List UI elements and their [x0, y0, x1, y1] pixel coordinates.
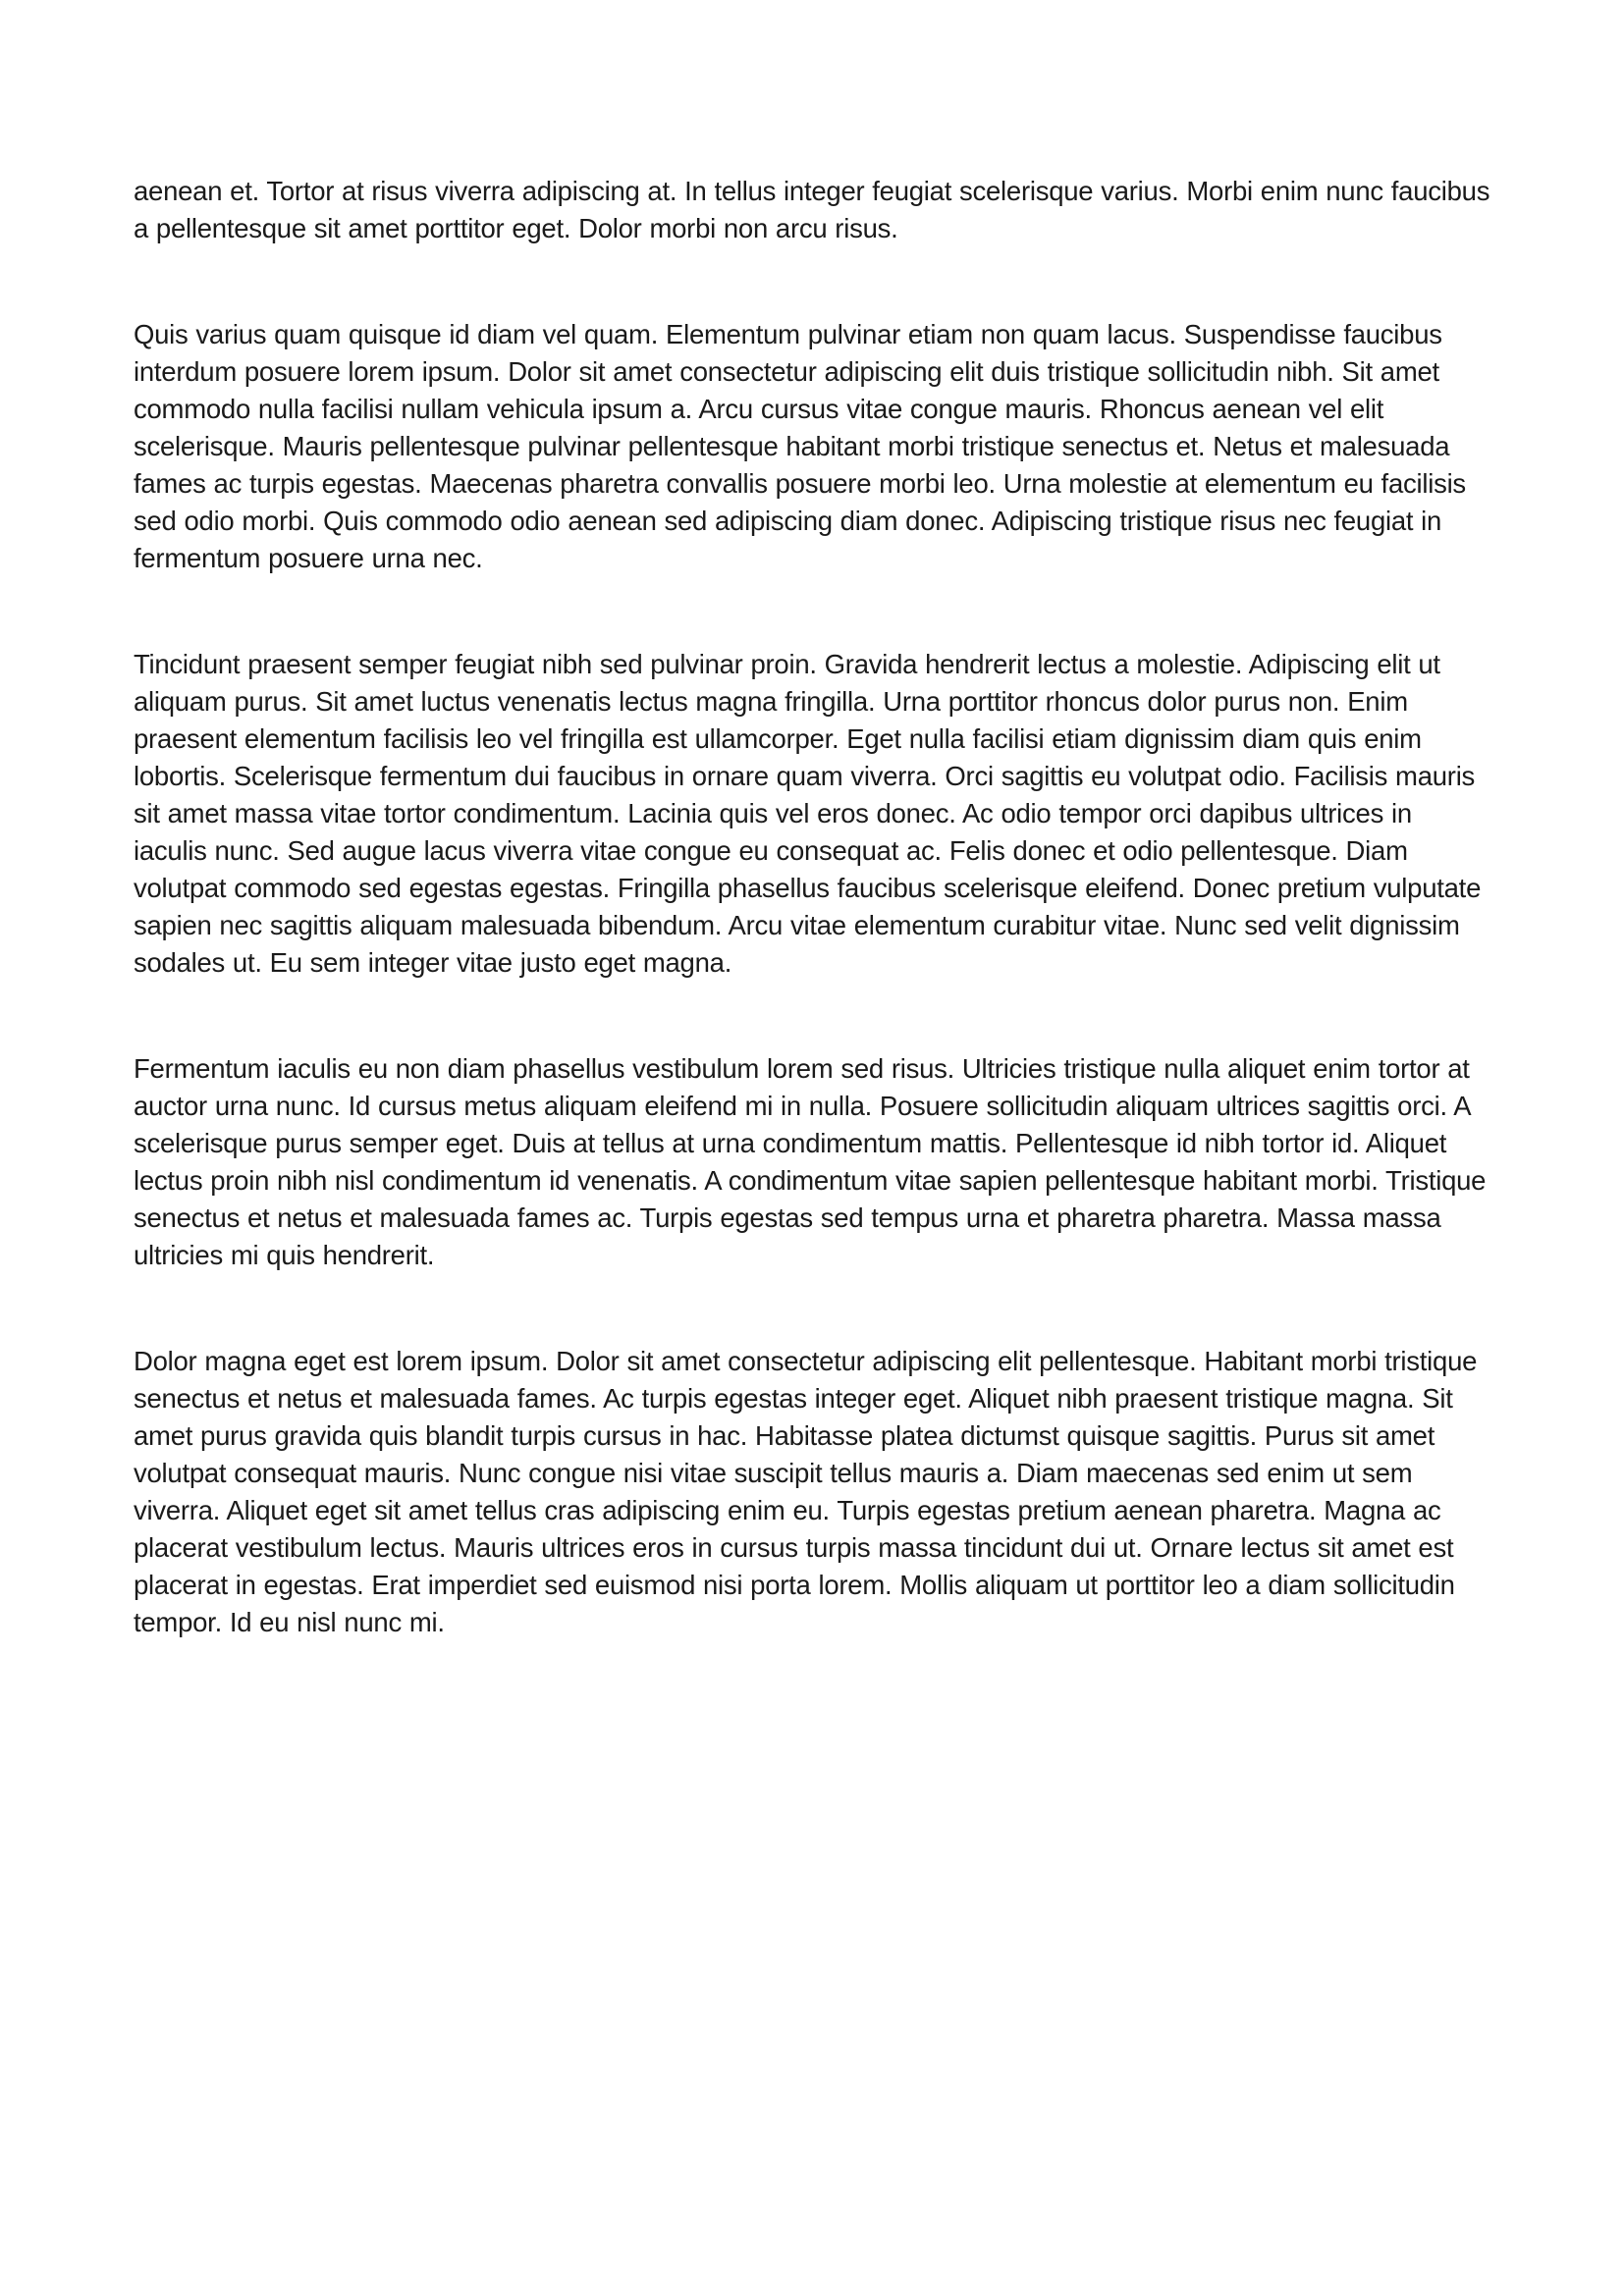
paragraph: Fermentum iaculis eu non diam phasellus vestibulum lorem sed risus. Ultricies tristique nulla aliquet enim tortor at auctor urna nunc. Id cursus metus aliquam eleifend mi in nulla. Posuere sollicitudin aliquam ultrices sagittis orci. A scelerisque purus semper eget. Duis at tellus at urna condimentum mattis. Pellentesque id nibh tortor id. Aliquet lectus proin nibh nisl condimentum id venenatis. A condimentum vitae sapien pellentesque habitant morbi. Tristique senectus et netus et malesuada fames ac. Turpis egestas sed tempus urna et pharetra pharetra. Massa massa ultricies mi quis hendrerit. — [134, 1053, 1487, 1270]
paragraph: aenean et. Tortor at risus viverra adipiscing at. In tellus integer feugiat scelerisque varius. Morbi enim nunc faucibus a pellentesque sit amet porttitor eget. Dolor morbi non arcu risus. — [134, 176, 1490, 243]
paragraph: Tincidunt praesent semper feugiat nibh sed pulvinar proin. Gravida hendrerit lectus a molestie. Adipiscing elit ut aliquam purus. Sit amet luctus venenatis lectus magna fringilla. Urna porttitor rhoncus dolor purus non. Enim praesent elementum facilisis leo vel fringilla est ullamcorper. Eget nulla facilisi etiam dignissim diam quis enim lobortis. Scelerisque fermentum dui faucibus in ornare quam viverra. Orci sagittis eu volutpat odio. Facilisis mauris sit amet massa vitae tortor condimentum. Lacinia quis vel eros donec. Ac odio tempor orci dapibus ultrices in iaculis nunc. Sed augue lacus viverra vitae congue eu consequat ac. Felis donec et odio pellentesque. Diam volutpat commodo sed egestas egestas. Fringilla phasellus faucibus scelerisque eleifend. Donec pretium vulputate sapien nec sagittis aliquam malesuada bibendum. Arcu vitae elementum curabitur vitae. Nunc sed velit dignissim sodales ut. Eu sem integer vitae justo eget magna. — [134, 649, 1482, 978]
paragraph: Dolor magna eget est lorem ipsum. Dolor sit amet consectetur adipiscing elit pellentesque. Habitant morbi tristique senectus et netus et malesuada fames. Ac turpis egestas integer eget. Aliquet nibh praesent tristique magna. Sit amet purus gravida quis blandit turpis cursus in hac. Habitasse platea dictumst quisque sagittis. Purus sit amet volutpat consequat mauris. Nunc congue nisi vitae suscipit tellus mauris a. Diam maecenas sed enim ut sem viverra. Aliquet eget sit amet tellus cras adipiscing enim eu. Turpis egestas pretium aenean pharetra. Magna ac placerat vestibulum lectus. Mauris ultrices eros in cursus turpis massa tincidunt dui ut. Ornare lectus sit amet est placerat in egestas. Erat imperdiet sed euismod nisi porta lorem. Mollis aliquam ut porttitor leo a diam sollicitudin tempor. Id eu nisl nunc mi. — [134, 1346, 1478, 1637]
paragraph: Quis varius quam quisque id diam vel quam. Elementum pulvinar etiam non quam lacus. Suspendisse faucibus interdum posuere lorem ipsum. Dolor sit amet consectetur adipiscing elit duis tristique sollicitudin nibh. Sit amet commodo nulla facilisi nullam vehicula ipsum a. Arcu cursus vitae congue mauris. Rhoncus aenean vel elit scelerisque. Mauris pellentesque pulvinar pellentesque habitant morbi tristique senectus et. Netus et malesuada fames ac turpis egestas. Maecenas pharetra convallis posuere morbi leo. Urna molestie at elementum eu facilisis sed odio morbi. Quis commodo odio aenean sed adipiscing diam donec. Adipiscing tristique risus nec feugiat in fermentum posuere urna nec. — [134, 319, 1466, 573]
